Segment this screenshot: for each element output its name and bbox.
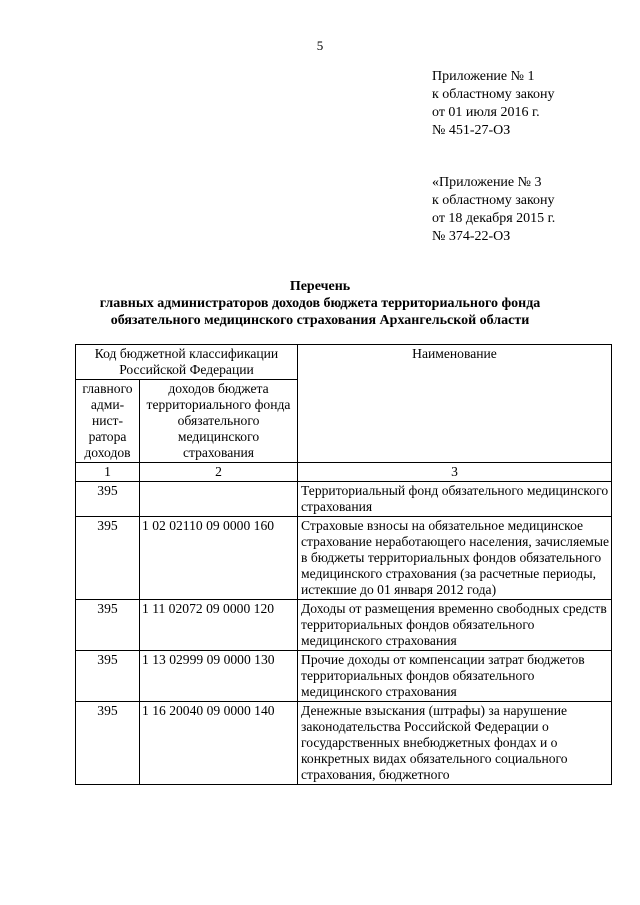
appendix-1-header bbox=[432, 68, 555, 140]
row-admin-code: 395 bbox=[76, 702, 140, 785]
title-line1: Перечень bbox=[289, 279, 351, 294]
table-row bbox=[76, 702, 612, 785]
row-admin-code: 395 bbox=[76, 600, 140, 651]
column-number-row bbox=[76, 463, 612, 482]
title-line3: обязательного медицинского страхования Архангельской области bbox=[110, 313, 530, 328]
table-row bbox=[76, 482, 612, 517]
row-admin-code: 395 bbox=[76, 651, 140, 702]
appendix-3-header bbox=[432, 174, 555, 246]
table-row bbox=[76, 651, 612, 702]
header-code-group: Код бюджетной классификации Российской Федерации bbox=[76, 345, 298, 380]
appendix-1-line1: Приложение № 1 bbox=[432, 69, 535, 84]
row-income-code: 1 11 02072 09 0000 120 bbox=[140, 600, 298, 651]
column-number-3: 3 bbox=[298, 463, 612, 482]
header-income: доходов бюджета территориального фонда обязательного медицинского страхования bbox=[140, 380, 298, 463]
column-number-2: 2 bbox=[140, 463, 298, 482]
row-name: Прочие доходы от компенсации затрат бюджетов территориальных фондов обязательного медицинского страхования bbox=[298, 651, 612, 702]
header-admin: главного адми-нист-ратора доходов bbox=[76, 380, 140, 463]
row-income-code bbox=[140, 482, 298, 517]
table-header-row bbox=[76, 345, 612, 380]
row-name: Доходы от размещения временно свободных средств территориальных фондов обязательного медицинского страхования bbox=[298, 600, 612, 651]
appendix-3-line1: «Приложение № 3 bbox=[432, 175, 542, 190]
appendix-3-line4: № 374-22-ОЗ bbox=[432, 229, 511, 244]
row-name: Территориальный фонд обязательного медицинского страхования bbox=[298, 482, 612, 517]
revenue-administrators-table bbox=[75, 344, 612, 785]
row-income-code: 1 16 20040 09 0000 140 bbox=[140, 702, 298, 785]
page-number: 5 bbox=[316, 38, 324, 53]
appendix-1-line3: от 01 июля 2016 г. bbox=[432, 105, 540, 120]
row-income-code: 1 13 02999 09 0000 130 bbox=[140, 651, 298, 702]
document-title bbox=[0, 278, 640, 329]
appendix-3-line2: к областному закону bbox=[432, 193, 555, 208]
row-name: Денежные взыскания (штрафы) за нарушение законодательства Российской Федерации о государственных внебюджетных фондах и о конкретных видах обязательного социального страхования, бюджетного bbox=[298, 702, 612, 785]
header-name: Наименование bbox=[298, 345, 612, 463]
table-row bbox=[76, 600, 612, 651]
row-income-code: 1 02 02110 09 0000 160 bbox=[140, 517, 298, 600]
title-line2: главных администраторов доходов бюджета территориального фонда bbox=[99, 296, 541, 311]
table-row bbox=[76, 517, 612, 600]
row-admin-code: 395 bbox=[76, 517, 140, 600]
row-admin-code: 395 bbox=[76, 482, 140, 517]
row-name: Страховые взносы на обязательное медицинское страхование неработающего населения, зачисляемые в бюджеты территориальных фондов обязательного медицинского страхования (за расчетные периоды, истекшие до 01 января 2012 года) bbox=[298, 517, 612, 600]
appendix-1-line2: к областному закону bbox=[432, 87, 555, 102]
column-number-1: 1 bbox=[76, 463, 140, 482]
appendix-3-line3: от 18 декабря 2015 г. bbox=[432, 211, 556, 226]
appendix-1-line4: № 451-27-ОЗ bbox=[432, 123, 511, 138]
